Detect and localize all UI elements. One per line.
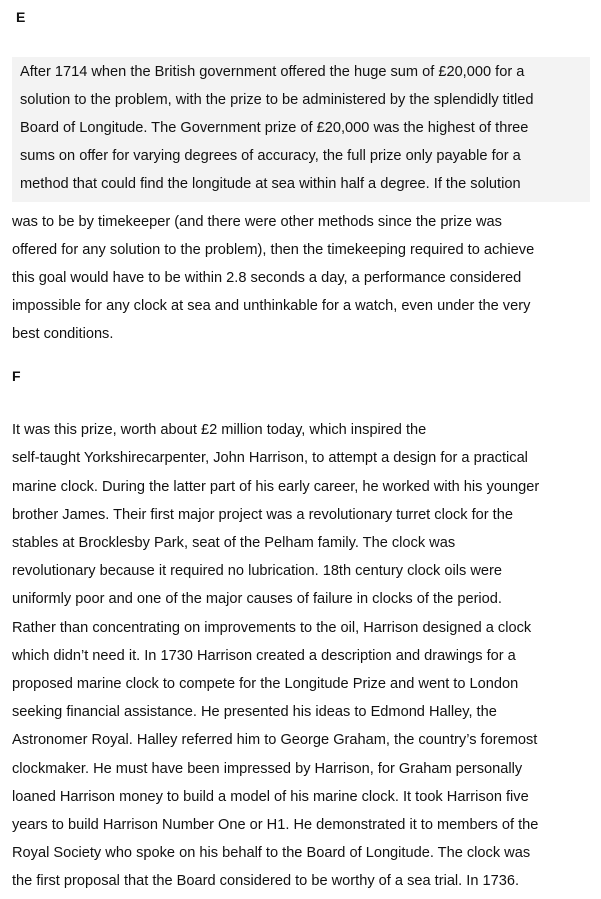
paragraph-line: loaned Harrison money to build a model of his marine clock. It took Harrison five (12, 789, 529, 805)
paragraph-line: self-taught Yorkshirecarpenter, John Harrison, to attempt a design for a practical (12, 450, 528, 466)
paragraph-line: offered for any solution to the problem), then the timekeeping required to achieve (12, 242, 535, 258)
passage-line: Board of Longitude. The Government prize of £20,000 was the highest of three (20, 120, 529, 136)
paragraph-line: this goal would have to be within 2.8 seconds a day, a performance considered (12, 270, 522, 286)
paragraph-line: Royal Society who spoke on his behalf to the Board of Longitude. The clock was (12, 845, 531, 861)
paragraph-line: marine clock. During the latter part of his early career, he worked with his younger (12, 479, 540, 495)
paragraph-line: was to be by timekeeper (and there were other methods since the prize was (12, 214, 502, 230)
paragraph-line: impossible for any clock at sea and unthinkable for a watch, even under the very (12, 298, 531, 314)
section-heading-e: E (16, 9, 26, 25)
paragraph-line: uniformly poor and one of the major causes of failure in clocks of the period. (12, 591, 502, 607)
paragraph-line: best conditions. (12, 326, 114, 342)
paragraph-line: years to build Harrison Number One or H1. He demonstrated it to members of the (12, 817, 539, 833)
paragraph-line: brother James. Their first major project was a revolutionary turret clock for the (12, 507, 513, 523)
paragraph-line: Astronomer Royal. Halley referred him to George Graham, the country’s foremost (12, 732, 538, 748)
section-heading-f: F (12, 368, 21, 384)
paragraph-line: proposed marine clock to compete for the Longitude Prize and went to London (12, 676, 519, 692)
paragraph-line: Rather than concentrating on improvements to the oil, Harrison designed a clock (12, 620, 532, 636)
paragraph-line: which didn’t need it. In 1730 Harrison created a description and drawings for a (12, 648, 516, 664)
passage-line: solution to the problem, with the prize to be administered by the splendidly titled (20, 92, 534, 108)
paragraph-line: revolutionary because it required no lubrication. 18th century clock oils were (12, 563, 502, 579)
passage-line: method that could find the longitude at sea within half a degree. If the solution (20, 176, 521, 192)
passage-line: After 1714 when the British government offered the huge sum of £20,000 for a (20, 64, 525, 80)
paragraph-line: seeking financial assistance. He presented his ideas to Edmond Halley, the (12, 704, 497, 720)
paragraph-line: It was this prize, worth about £2 million today, which inspired the (12, 422, 427, 438)
paragraph-line: clockmaker. He must have been impressed by Harrison, for Graham personally (12, 761, 523, 777)
paragraph-line: the first proposal that the Board considered to be worthy of a sea trial. In 1736. (12, 873, 520, 889)
paragraph-line: stables at Brocklesby Park, seat of the Pelham family. The clock was (12, 535, 456, 551)
passage-line: sums on offer for varying degrees of accuracy, the full prize only payable for a (20, 148, 521, 164)
